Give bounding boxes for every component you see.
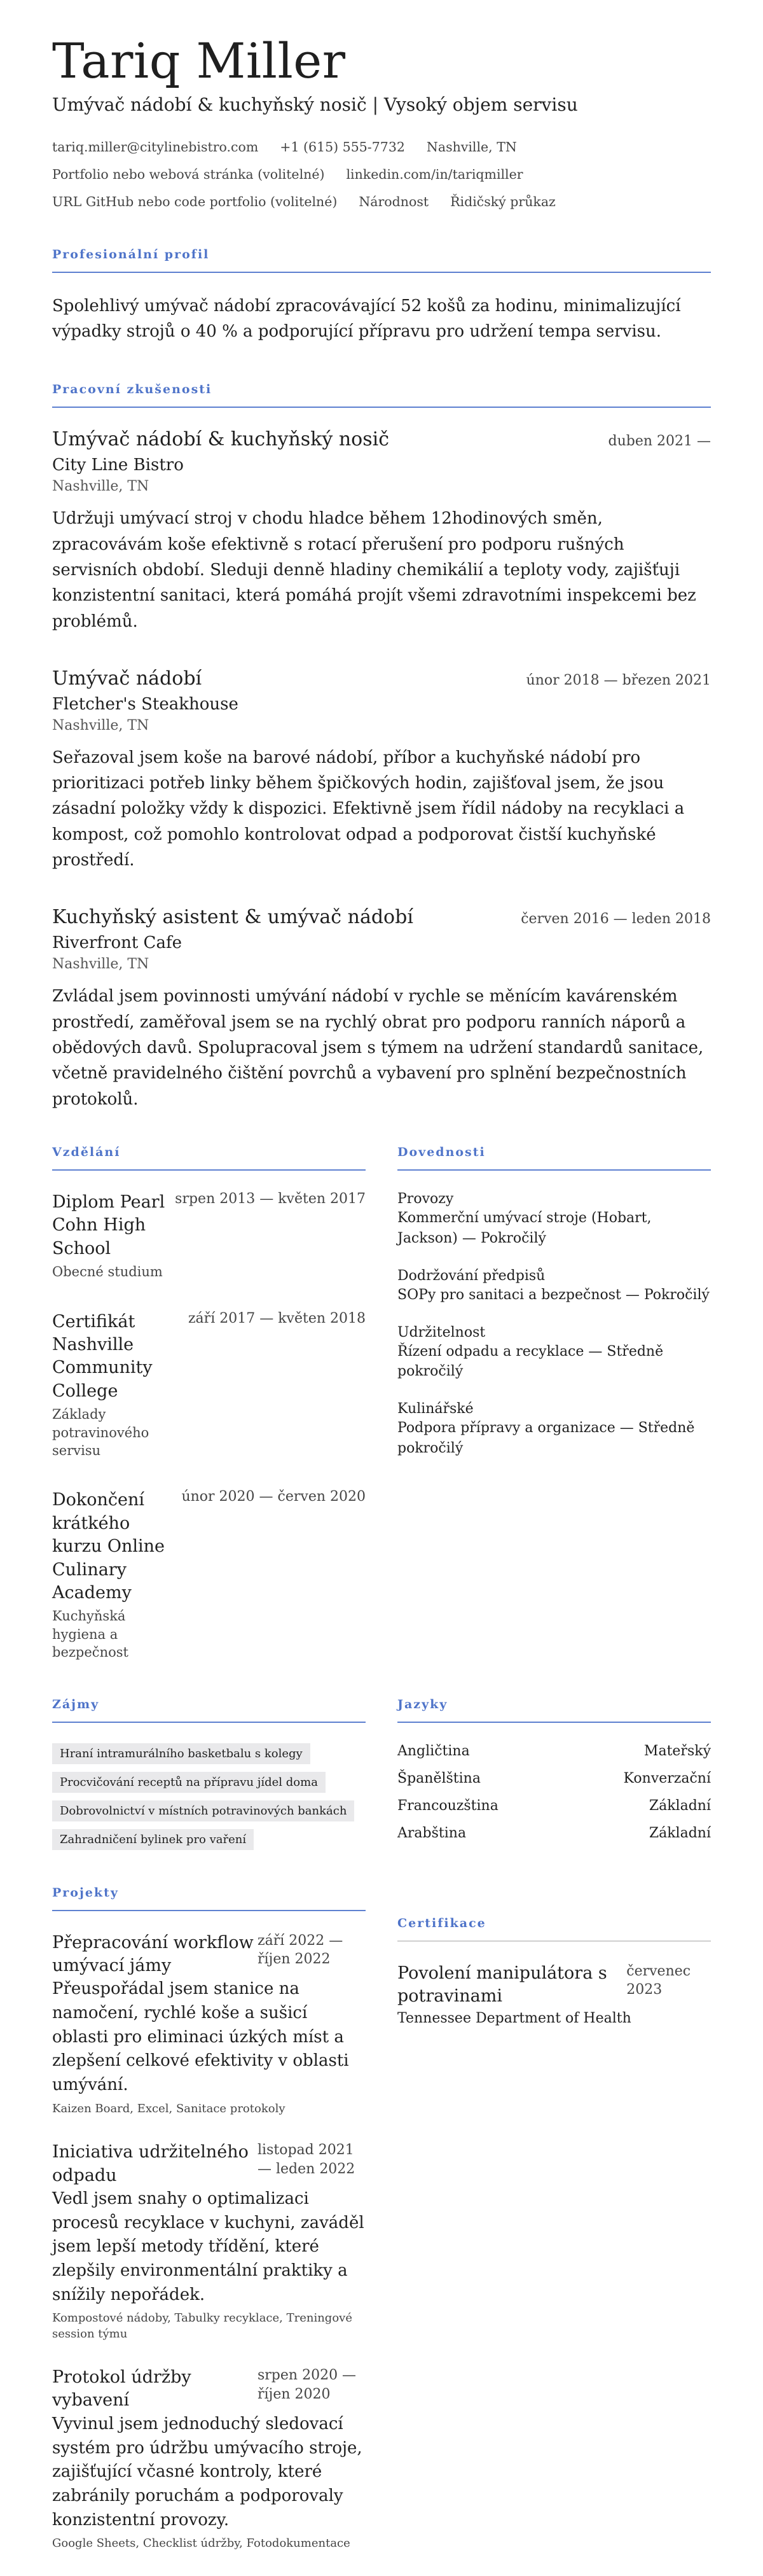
interests-languages-row bbox=[52, 1697, 711, 1858]
language-row bbox=[397, 1771, 711, 1786]
contact-nationality: Národnost bbox=[359, 193, 429, 209]
skill-group bbox=[397, 1325, 711, 1382]
education-date: únor 2020 — červen 2020 bbox=[181, 1489, 366, 1505]
job-description: Seřazoval jsem koše na barové nádobí, příbor a kuchyňské nádobí pro prioritizaci potřeb linky během špičkových hodin, zajišťoval jsem, že jsou zásadní položky vždy k dispozici. Efektivně jsem řídil nádoby na recyklaci a kompost, což pomohlo kontrolovat odpad a podporovat čistší kuchyňské prostředí. bbox=[52, 748, 685, 870]
language-level: Konverzační bbox=[623, 1770, 711, 1786]
language-name: Arabština bbox=[397, 1825, 467, 1841]
job-location: Nashville, TN bbox=[52, 478, 149, 495]
interest-tag: Zahradničení bylinek pro vaření bbox=[52, 1829, 254, 1850]
skill-group bbox=[397, 1268, 711, 1305]
experience-section bbox=[52, 382, 711, 1111]
profile-heading: Profesionální profil bbox=[52, 247, 711, 273]
certification-entry bbox=[397, 1962, 711, 2027]
education-field: Obecné studium bbox=[52, 1264, 163, 1280]
education-field: Základy potravinového servisu bbox=[52, 1407, 149, 1458]
education-field: Kuchyňská hygiena a bezpečnost bbox=[52, 1608, 128, 1660]
languages-section bbox=[397, 1697, 711, 1858]
skill-group bbox=[397, 1401, 711, 1459]
contact-phone[interactable]: +1 (615) 555-7732 bbox=[280, 139, 405, 155]
project-description: Vyvinul jsem jednoduchý sledovací systém pro údržbu umývacího stroje, zajišťující včasné kontroly, které zabránily poruchám a podporovaly konzistentní provozy. bbox=[52, 2414, 362, 2530]
project-title: Protokol údržby vybavení bbox=[52, 2367, 191, 2411]
education-date: září 2017 — květen 2018 bbox=[188, 1310, 366, 1326]
profile-text: Spolehlivý umývač nádobí zpracovávající 52 košů za hodinu, minimalizující výpadky strojů o 40 % a podporující přípravu pro udržení tempa servisu. bbox=[52, 296, 681, 342]
education-degree: Dokončení krátkého kurzu Online Culinary Academy bbox=[52, 1490, 165, 1603]
contact-github[interactable]: URL GitHub nebo code portfolio (volitelné) bbox=[52, 193, 338, 209]
project-date: září 2022 — říjen 2022 bbox=[258, 1932, 343, 1968]
job-location: Nashville, TN bbox=[52, 956, 149, 973]
skill-items: SOPy pro sanitaci a bezpečnost — Pokročilý bbox=[397, 1286, 710, 1303]
skill-group bbox=[397, 1191, 711, 1249]
projects-certs-row bbox=[52, 1886, 711, 2576]
skill-items: Kommerční umývací stroje (Hobart, Jackson) — Pokročilý bbox=[397, 1209, 652, 1246]
candidate-name: Tariq Miller bbox=[52, 32, 346, 89]
education-entry bbox=[52, 1311, 366, 1460]
project-entry bbox=[52, 1932, 366, 2117]
job-location: Nashville, TN bbox=[52, 717, 149, 734]
language-row bbox=[397, 1825, 711, 1841]
interest-tag: Dobrovolnictví v místních potravinových bankách bbox=[52, 1800, 354, 1821]
job-description: Zvládal jsem povinnosti umývání nádobí v rychle se měnícím kavárenském prostředí, zaměřoval jsem se na rychlý obrat pro podporu ranních náporů a obědových davů. Spolupracoval jsem s týmem na udržení standardů sanitace, včetně pravidelného čištění povrchů a vybavení pro splnění bezpečnostních protokolů. bbox=[52, 987, 704, 1109]
certifications-section bbox=[397, 1886, 711, 2576]
job-title: Umývač nádobí bbox=[52, 667, 202, 690]
job-company: Riverfront Cafe bbox=[52, 933, 182, 953]
profile-section bbox=[52, 247, 711, 345]
language-level: Základní bbox=[649, 1797, 711, 1814]
language-name: Angličtina bbox=[397, 1743, 470, 1759]
project-entry bbox=[52, 2141, 366, 2342]
job-date: červen 2016 — leden 2018 bbox=[521, 911, 711, 928]
project-date: srpen 2020 — říjen 2020 bbox=[258, 2367, 357, 2402]
project-tools: Google Sheets, Checklist údržby, Fotodokumentace bbox=[52, 2537, 350, 2551]
language-name: Španělština bbox=[397, 1770, 481, 1786]
certification-date: červenec 2023 bbox=[626, 1963, 691, 1998]
job-entry bbox=[52, 428, 711, 634]
language-level: Mateřský bbox=[643, 1743, 711, 1759]
job-date: duben 2021 — bbox=[608, 433, 711, 450]
job-description: Udržuji umývací stroj v chodu hladce během 12hodinových směn, zpracovávám koše efektivně s rotací přerušení pro podporu rušných servisních období. Sleduji denně hladiny chemikálií a teploty vody, zajišťuji konzistentní sanitaci, která pomáhá projít všemi zdravotními inspekcemi bez problémů. bbox=[52, 509, 696, 631]
skill-category: Kulinářské bbox=[397, 1401, 474, 1417]
headline: Umývač nádobí & kuchyňský nosič | Vysoký objem servisu bbox=[52, 94, 578, 115]
education-date: srpen 2013 — květen 2017 bbox=[175, 1190, 366, 1207]
job-entry bbox=[52, 906, 711, 1111]
language-row bbox=[397, 1743, 711, 1759]
contact-portfolio[interactable]: Portfolio nebo webová stránka (volitelné) bbox=[52, 166, 325, 182]
job-title: Umývač nádobí & kuchyňský nosič bbox=[52, 428, 390, 451]
interests-heading: Zájmy bbox=[52, 1697, 366, 1723]
skill-category: Dodržování předpisů bbox=[397, 1267, 546, 1284]
skills-section bbox=[397, 1145, 711, 1691]
interest-tag: Hraní intramurálního basketbalu s kolegy bbox=[52, 1743, 310, 1764]
language-row bbox=[397, 1798, 711, 1814]
skill-category: Udržitelnost bbox=[397, 1324, 486, 1340]
experience-heading: Pracovní zkušenosti bbox=[52, 382, 711, 408]
education-entry bbox=[52, 1489, 366, 1661]
certification-name: Povolení manipulátora s potravinami bbox=[397, 1963, 607, 2006]
projects-section bbox=[52, 1886, 366, 2576]
education-degree: Diplom Pearl Cohn High School bbox=[52, 1192, 165, 1258]
language-level: Základní bbox=[649, 1825, 711, 1841]
job-date: únor 2018 — březen 2021 bbox=[526, 672, 711, 688]
project-entry bbox=[52, 2366, 366, 2552]
contact-license: Řidičský průkaz bbox=[450, 193, 556, 209]
project-tools: Kompostové nádoby, Tabulky recyklace, Treningové session týmu bbox=[52, 2311, 352, 2341]
project-title: Iniciativa udržitelného odpadu bbox=[52, 2142, 249, 2185]
skill-category: Provozy bbox=[397, 1190, 454, 1207]
project-description: Přeuspořádal jsem stanice na namočení, rychlé koše a sušicí oblasti pro eliminaci úzkých míst a zlepšení celkové efektivity v oblasti umývání. bbox=[52, 1979, 349, 2095]
project-date: listopad 2021 — leden 2022 bbox=[258, 2142, 355, 2177]
project-title: Přepracování workflow umývací jámy bbox=[52, 1932, 254, 1975]
certifications-heading: Certifikace bbox=[397, 1916, 711, 1942]
education-skills-row bbox=[52, 1145, 711, 1691]
education-degree: Certifikát Nashville Community College bbox=[52, 1311, 153, 1401]
skill-items: Podpora přípravy a organizace — Středně pokročilý bbox=[397, 1420, 695, 1457]
job-company: Fletcher's Steakhouse bbox=[52, 694, 238, 714]
contact-location: Nashville, TN bbox=[426, 139, 517, 155]
languages-heading: Jazyky bbox=[397, 1697, 711, 1723]
contact-email[interactable]: tariq.miller@citylinebistro.com bbox=[52, 139, 259, 155]
language-name: Francouzština bbox=[397, 1797, 498, 1814]
skills-heading: Dovednosti bbox=[397, 1145, 711, 1171]
projects-heading: Projekty bbox=[52, 1886, 366, 1911]
contact-block bbox=[52, 139, 711, 209]
education-entry bbox=[52, 1191, 366, 1281]
project-description: Vedl jsem snahy o optimalizaci procesů recyklace v kuchyni, zaváděl jsem lepší metody třídění, které zlepšily environmentální praktiky a snížily nepořádek. bbox=[52, 2189, 364, 2304]
contact-linkedin[interactable]: linkedin.com/in/tariqmiller bbox=[346, 166, 523, 182]
job-company: City Line Bistro bbox=[52, 456, 184, 475]
education-heading: Vzdělání bbox=[52, 1145, 366, 1171]
education-section bbox=[52, 1145, 366, 1691]
project-tools: Kaizen Board, Excel, Sanitace protokoly bbox=[52, 2101, 285, 2115]
certification-issuer: Tennessee Department of Health bbox=[397, 2010, 631, 2027]
interest-tag: Procvičování receptů na přípravu jídel doma bbox=[52, 1772, 326, 1793]
interests-section bbox=[52, 1697, 366, 1858]
job-title: Kuchyňský asistent & umývač nádobí bbox=[52, 906, 413, 929]
job-entry bbox=[52, 667, 711, 873]
skill-items: Řízení odpadu a recyklace — Středně pokročilý bbox=[397, 1343, 664, 1380]
